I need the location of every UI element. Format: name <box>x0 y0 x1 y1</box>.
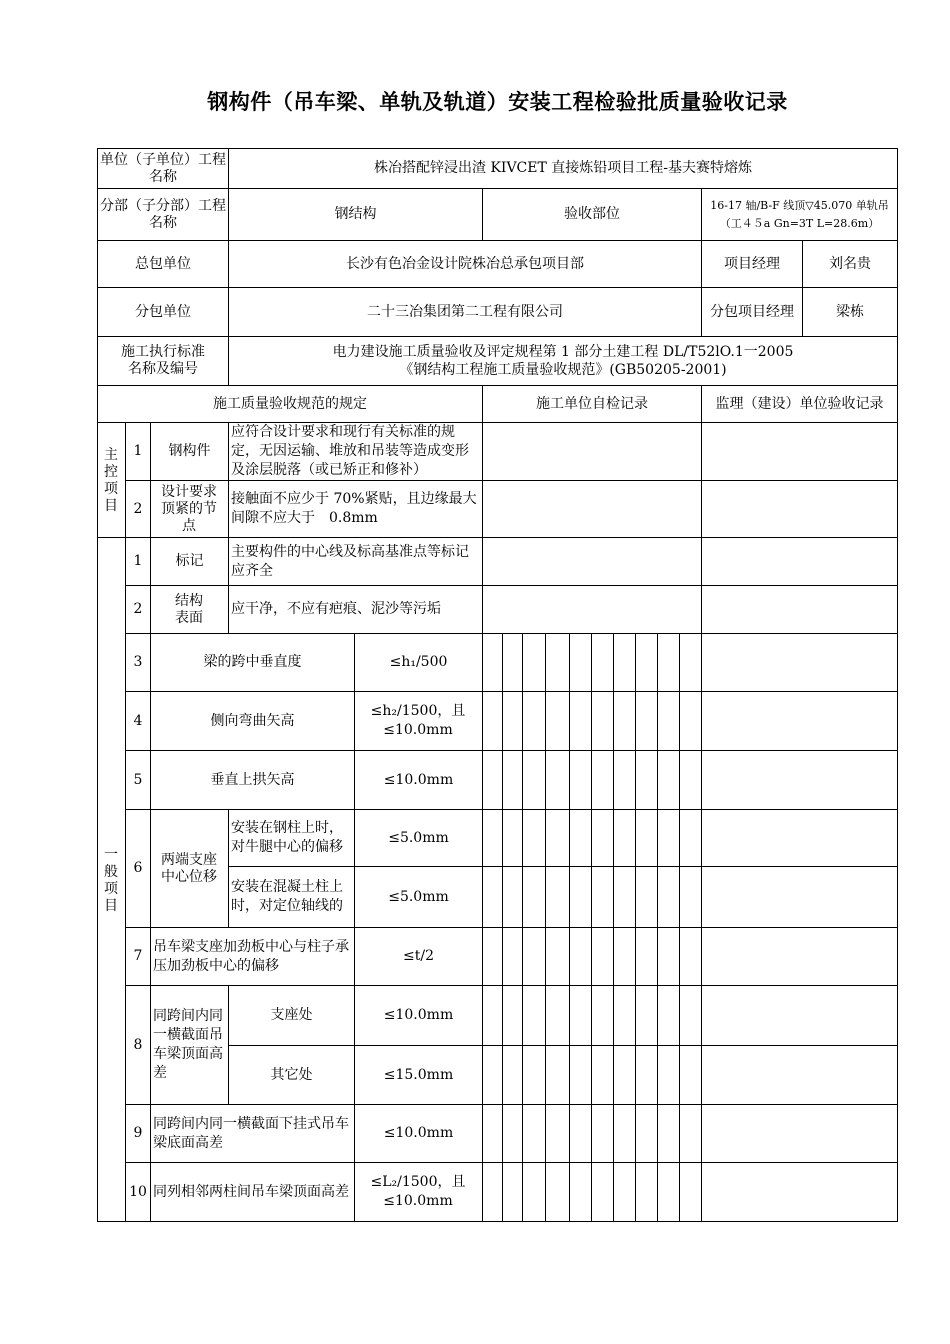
division-project-label: 分部（子分部）工程名称 <box>100 197 226 231</box>
main-item-requirement: 应符合设计要求和现行有关标准的规定，无因运输、堆放和吊装等造成变形及涂层脱落（或已矫正和修补） <box>231 424 469 478</box>
division-project-value: 钢结构 <box>334 206 377 222</box>
general-contractor-label: 总包单位 <box>135 255 191 272</box>
standard-line-2: 《钢结构工程施工质量验收规范》(GB50205-2001) <box>399 362 727 378</box>
rule <box>97 1221 898 1222</box>
sub-manager-label: 分包项目经理 <box>710 303 794 320</box>
standard-value <box>229 337 897 385</box>
subcontractor-value: 二十三冶集团第二工程有限公司 <box>367 303 563 320</box>
general-sub-item-tolerance: ≤15.0mm <box>383 1066 454 1083</box>
record-grid-line <box>657 633 658 1222</box>
main-item-name: 设计要求顶紧的节点 <box>161 483 217 534</box>
record-grid-line <box>569 633 570 1222</box>
general-item-number: 9 <box>133 1125 143 1141</box>
acceptance-part-line-2: （工４５a Gn=3T L=28.6m） <box>719 216 880 230</box>
supervision-column-header: 监理（建设）单位验收记录 <box>715 395 884 412</box>
main-item-number: 2 <box>133 500 143 517</box>
acceptance-part-label: 验收部位 <box>564 206 620 222</box>
general-item-name: 垂直上拱矢高 <box>210 771 295 788</box>
general-item-number: 2 <box>133 601 143 617</box>
main-item-requirement: 接触面不应少于 70%紧贴，且边缘最大间隙不应大于 0.8mm <box>231 491 477 526</box>
general-item-name: 两端支座中心位移 <box>161 851 217 885</box>
rule <box>897 148 898 1222</box>
general-item-name: 标记 <box>175 553 204 569</box>
record-grid-line <box>591 633 592 1222</box>
general-item-name: 同跨间内同一横截面吊车梁顶面高差 <box>153 1008 223 1081</box>
general-item-tolerance: ≤t/2 <box>403 948 434 964</box>
self-check-column-header: 施工单位自检记录 <box>536 395 648 412</box>
record-grid-line <box>545 633 546 1222</box>
acceptance-part-line-1: 16-17 轴/B-F 线顶▽45.070 单轨吊 <box>710 198 889 212</box>
rule <box>701 385 702 1222</box>
general-item-name: 同列相邻两柱间吊车梁顶面高差 <box>153 1183 349 1200</box>
general-item-number: 7 <box>133 948 143 964</box>
general-item-number: 6 <box>133 860 143 876</box>
general-contractor-value: 长沙有色冶金设计院株冶总承包项目部 <box>346 255 584 272</box>
general-sub-item-tolerance: ≤5.0mm <box>388 888 449 905</box>
sub-manager-value: 梁栋 <box>836 303 864 320</box>
record-grid-line <box>502 633 503 1222</box>
general-item-name: 梁的跨中垂直度 <box>203 654 302 670</box>
project-manager-value: 刘名贵 <box>829 255 871 272</box>
general-item-name: 结构表面 <box>175 592 203 626</box>
unit-project-value: 株冶搭配锌浸出渣 KIVCET 直接炼铅项目工程-基夫赛特熔炼 <box>374 160 752 176</box>
general-sub-item-name: 安装在钢柱上时，对牛腿中心的偏移 <box>231 820 343 855</box>
general-sub-item-name: 其它处 <box>270 1066 313 1083</box>
inspection-record-table <box>97 148 898 1222</box>
general-item-number: 10 <box>129 1183 147 1200</box>
spec-column-header: 施工质量验收规范的规定 <box>213 395 367 412</box>
project-manager-label: 项目经理 <box>724 255 780 272</box>
general-item-number: 3 <box>133 654 143 670</box>
general-sub-item-name: 安装在混凝土柱上时，对定位轴线的 <box>231 879 343 914</box>
general-item-tolerance: ≤h₂/1500，且≤10.0mm <box>370 703 466 738</box>
standard-line-1: 电力建设施工质量验收及评定规程第 1 部分土建工程 DL/T52lO.1一2005 <box>332 344 794 360</box>
general-item-tolerance: ≤h₁/500 <box>389 654 448 670</box>
general-sub-item-tolerance: ≤10.0mm <box>383 1007 454 1023</box>
general-item-name: 同跨间内同一横截面下挂式吊车梁底面高差 <box>153 1115 349 1151</box>
record-grid-line <box>679 633 680 1222</box>
main-item-number: 1 <box>133 443 143 459</box>
general-item-name: 侧向弯曲矢高 <box>210 712 295 729</box>
unit-project-label: 单位（子单位）工程名称 <box>100 151 226 185</box>
general-item-tolerance: ≤10.0mm <box>383 771 454 788</box>
general-sub-item-tolerance: ≤5.0mm <box>388 829 449 846</box>
record-grid-line <box>522 633 523 1222</box>
acceptance-part-value <box>702 189 897 240</box>
general-item-number: 4 <box>133 712 143 729</box>
record-grid-line <box>635 633 636 1222</box>
subcontractor-label: 分包单位 <box>135 303 191 320</box>
rule <box>482 385 483 1222</box>
general-items-group-label: 一般项目 <box>104 847 118 914</box>
general-item-tolerance: ≤L₂/1500，且≤10.0mm <box>370 1174 466 1209</box>
general-item-number: 8 <box>133 1036 143 1053</box>
general-sub-item-name: 支座处 <box>270 1007 313 1023</box>
general-item-tolerance: ≤10.0mm <box>383 1125 454 1141</box>
standard-label: 施工执行标准名称及编号 <box>121 344 205 377</box>
general-item-requirement: 主要构件的中心线及标高基准点等标记应齐全 <box>231 543 469 579</box>
record-grid-line <box>613 633 614 1222</box>
general-item-name: 吊车梁支座加劲板中心与柱子承压加劲板中心的偏移 <box>153 938 349 974</box>
general-item-number: 5 <box>133 771 143 788</box>
main-items-group-label: 主控项目 <box>104 447 118 514</box>
general-item-requirement: 应干净，不应有疤痕、泥沙等污垢 <box>231 601 441 617</box>
general-item-number: 1 <box>133 553 143 569</box>
main-item-name: 钢构件 <box>168 443 211 459</box>
page-title: 钢构件（吊车梁、单轨及轨道）安装工程检验批质量验收记录 <box>207 90 788 114</box>
